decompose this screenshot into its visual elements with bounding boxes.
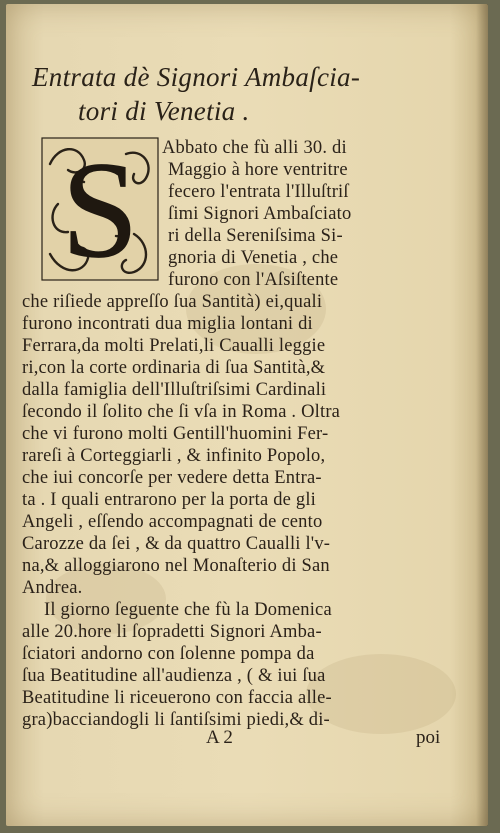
text-line: ſua Beatitudine all'audienza , ( & iui ſua (22, 666, 326, 686)
text-line: fecero l'entrata l'Illuſtriſ (168, 182, 349, 202)
text-line: Il giorno ſeguente che fù la Domenica (44, 600, 332, 620)
text-line: Beatitudine li riceuerono con faccia alle- (22, 688, 332, 708)
text-line: Ferrara,da molti Prelati,li Caualli leggie (22, 336, 326, 356)
text-line: Maggio à hore ventritre (168, 160, 348, 180)
text-line: che riſiede appreſſo ſua Santità) ei,quali (22, 292, 323, 312)
text-line: ſimi Signori Ambaſciato (168, 204, 352, 224)
ornamental-dropcap (38, 134, 162, 284)
dropcap-letter: S (61, 134, 139, 284)
text-line: che vi furono molti Gentill'huomini Fer- (22, 424, 329, 444)
text-line: Andrea. (22, 578, 83, 598)
text-line: dalla famiglia dell'Illuſtriſsimi Cardinali (22, 380, 327, 400)
text-line: gra)bacciandogli li ſantiſsimi piedi,& di- (22, 710, 330, 730)
text-line: ri della Sereniſsima Si- (168, 226, 343, 246)
page-edge-shadow (476, 4, 488, 826)
text-line: alle 20.hore li ſopradetti Signori Amba- (22, 622, 322, 642)
signature-mark: A 2 (206, 727, 233, 748)
text-line: che iui concorſe per vedere detta Entra- (22, 468, 322, 488)
text-line: gnoria di Venetia , che (168, 248, 339, 268)
catchword: poi (416, 727, 441, 748)
text-line: Angeli , eſſendo accompagnati de cento (22, 512, 323, 532)
text-line: ri,con la corte ordinaria di ſua Santità,& (22, 358, 326, 378)
text-line: ta . I quali entrarono per la porta de gli (22, 490, 317, 510)
text-line: furono con l'Aſsiſtente (168, 270, 339, 290)
book-page (6, 4, 488, 826)
text-line: Carozze da ſei , & da quattro Caualli l'v- (22, 534, 331, 554)
text-line: rareſi à Corteggiarli , & infinito Popolo, (22, 446, 326, 466)
text-line: ſecondo il ſolito che ſi vſa in Roma . Oltra (22, 402, 341, 422)
text-line: furono incontrati dua miglia lontani di (22, 314, 313, 334)
text-line: Abbato che fù alli 30. di (162, 138, 347, 158)
text-line: na,& alloggiarono nel Monaſterio di San (22, 556, 330, 576)
text-line: ſciatori andorno con ſolenne pompa da (22, 644, 315, 664)
title-line-1: Entrata dè Signori Ambaſcia- (32, 62, 361, 92)
title-line-2: tori di Venetia . (78, 96, 250, 126)
